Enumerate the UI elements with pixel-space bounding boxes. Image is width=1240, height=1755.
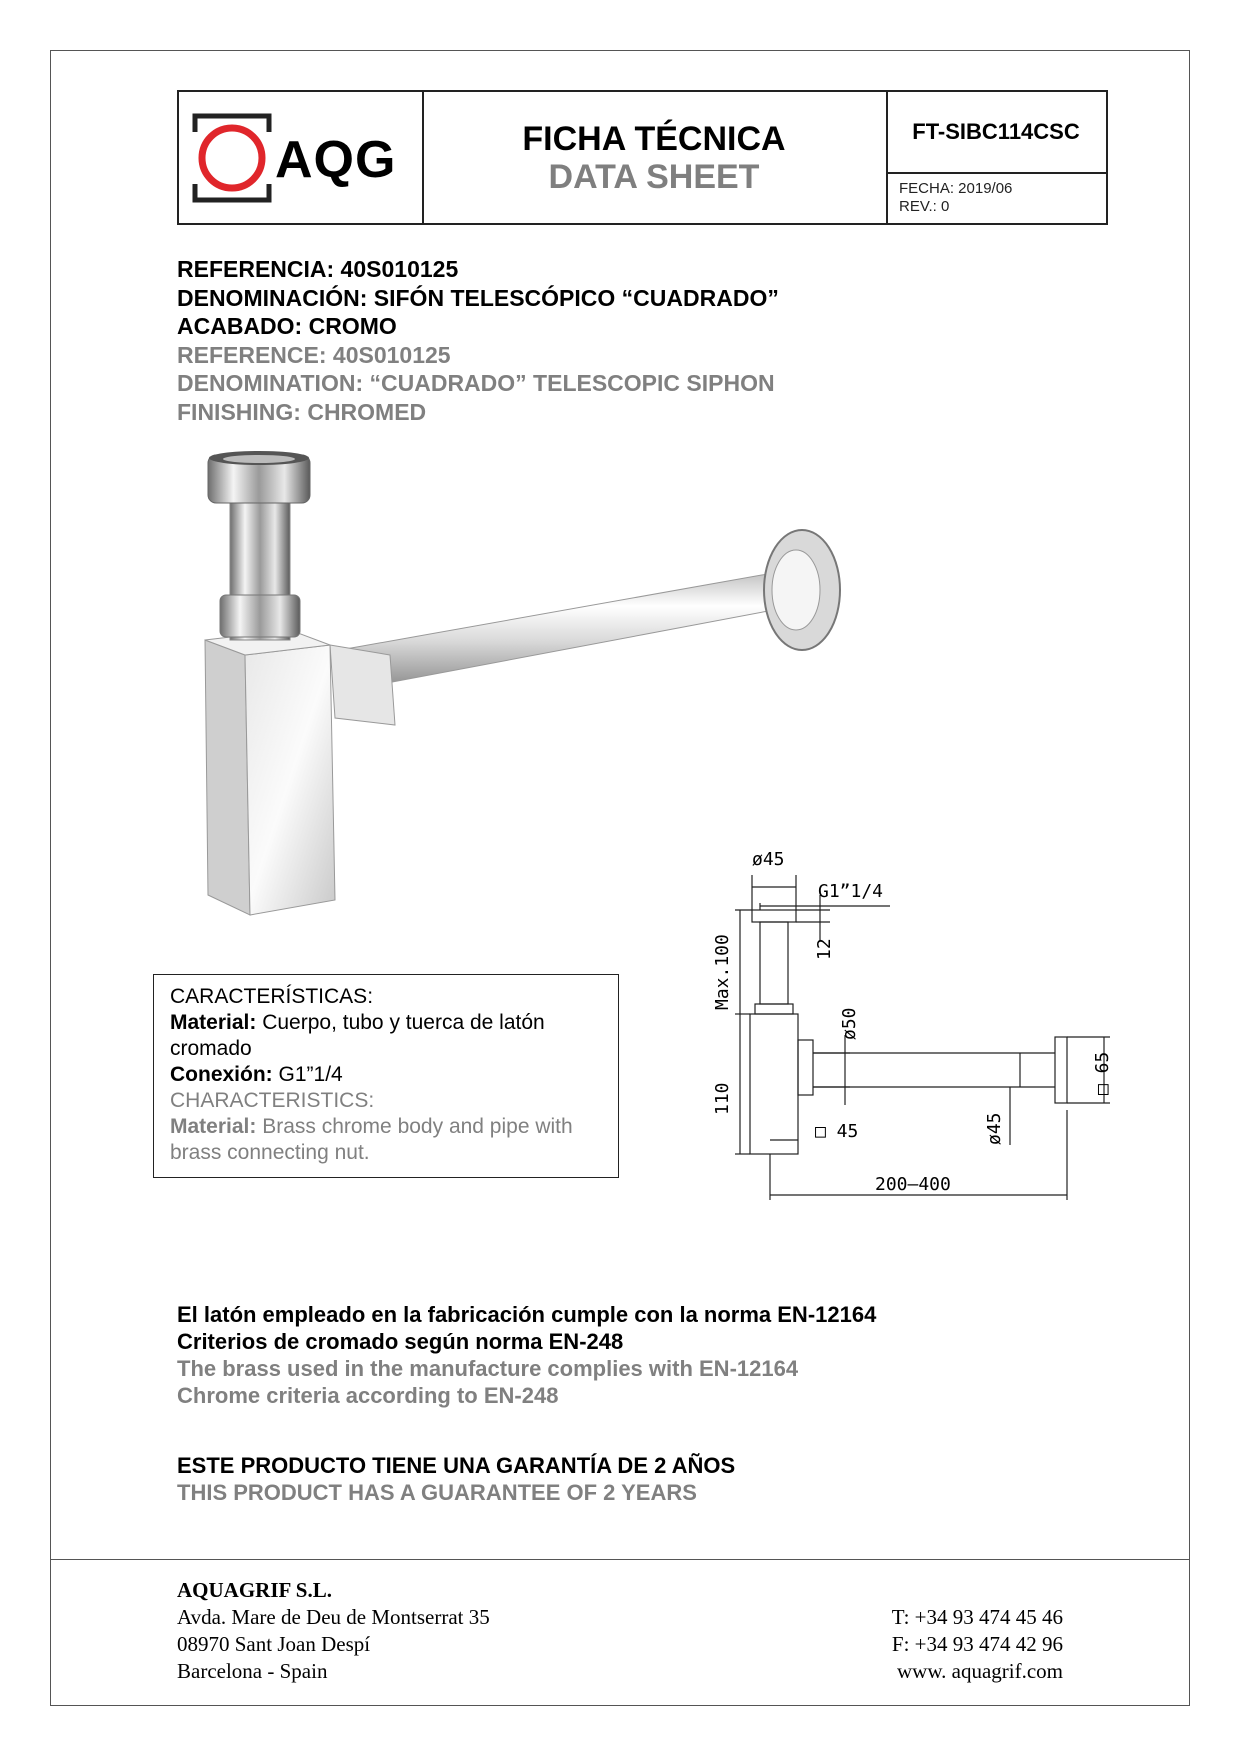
header-table <box>177 90 1108 225</box>
document-code: FT-SIBC114CSC <box>886 92 1106 174</box>
connection-es: Conexión: G1”1/4 <box>170 1063 343 1086</box>
dim-square-65: □ 65 <box>1092 1051 1113 1095</box>
document-date: FECHA: 2019/06 <box>899 180 1013 197</box>
finishing-es: ACABADO: CROMO <box>177 313 397 339</box>
title-cell <box>422 92 888 223</box>
phone: T: +34 93 474 45 46 <box>891 1605 1063 1629</box>
dim-max-100: Max.100 <box>712 934 733 1010</box>
dim-thread: G1”1/4 <box>818 881 884 902</box>
footer-divider <box>50 1559 1190 1560</box>
norm-brass-en: The brass used in the manufacture complies with EN-12164 <box>177 1356 799 1381</box>
dim-range: 200–400 <box>875 1174 951 1195</box>
denomination-en: DENOMINATION: “CUADRADO” TELESCOPIC SIPHON <box>177 370 775 396</box>
aqg-logo-icon <box>187 108 277 208</box>
dim-110: 110 <box>712 1082 733 1115</box>
guarantee-en: THIS PRODUCT HAS A GUARANTEE OF 2 YEARS <box>177 1480 697 1505</box>
finishing-en: FINISHING: CHROMED <box>177 398 427 425</box>
guarantee-es: ESTE PRODUCTO TIENE UNA GARANTÍA DE 2 AÑOS <box>177 1453 736 1478</box>
reference-es: REFERENCIA: 40S010125 <box>177 256 459 282</box>
title-en: DATA SHEET <box>548 158 760 196</box>
company-address <box>177 1577 490 1685</box>
denomination-es: DENOMINACIÓN: SIFÓN TELESCÓPICO “CUADRADO” <box>177 284 779 311</box>
document-revision: REV.: 0 <box>899 198 950 215</box>
norm-chrome-es: Criterios de cromado según norma EN-248 <box>177 1329 624 1354</box>
dim-diameter-50: ø50 <box>839 1007 860 1040</box>
dim-diameter-45-top: ø45 <box>752 849 785 870</box>
dim-12: 12 <box>814 938 835 960</box>
material-en: Material: Brass chrome body and pipe with brass connecting nut. <box>170 1115 573 1164</box>
dim-diameter-45-pipe: ø45 <box>984 1112 1005 1145</box>
company-name: AQUAGRIF S.L. <box>177 1578 332 1602</box>
title-es: FICHA TÉCNICA <box>522 120 786 158</box>
address-line-2: 08970 Sant Joan Despí <box>177 1632 371 1656</box>
characteristics-title-es: CARACTERÍSTICAS: <box>170 985 374 1008</box>
website-link[interactable]: www. aquagrif.com <box>896 1659 1063 1683</box>
product-specs <box>177 255 779 426</box>
logo-cell <box>179 92 424 223</box>
material-es: Material: Cuerpo, tubo y tuerca de latón cromado <box>170 1011 545 1060</box>
company-contact <box>892 1604 1063 1685</box>
technical-drawing <box>680 815 1140 1215</box>
characteristics-title-en: CHARACTERISTICS: <box>170 1089 375 1112</box>
fax: F: +34 93 474 42 96 <box>891 1632 1063 1656</box>
dim-square-45: □ 45 <box>815 1121 859 1142</box>
brand-name: AQG <box>275 131 397 189</box>
reference-en: REFERENCE: 40S010125 <box>177 341 451 368</box>
address-line-1: Avda. Mare de Deu de Montserrat 35 <box>177 1605 490 1629</box>
guarantee-section <box>177 1452 735 1506</box>
norm-brass-es: El latón empleado en la fabricación cumple con la norma EN-12164 <box>177 1302 877 1327</box>
code-cell <box>886 92 1106 223</box>
norm-chrome-en: Chrome criteria according to EN-248 <box>177 1383 559 1408</box>
address-line-3: Barcelona - Spain <box>177 1659 328 1683</box>
norms-section <box>177 1301 876 1409</box>
characteristics-box <box>153 974 619 1178</box>
document-meta <box>899 180 1012 216</box>
